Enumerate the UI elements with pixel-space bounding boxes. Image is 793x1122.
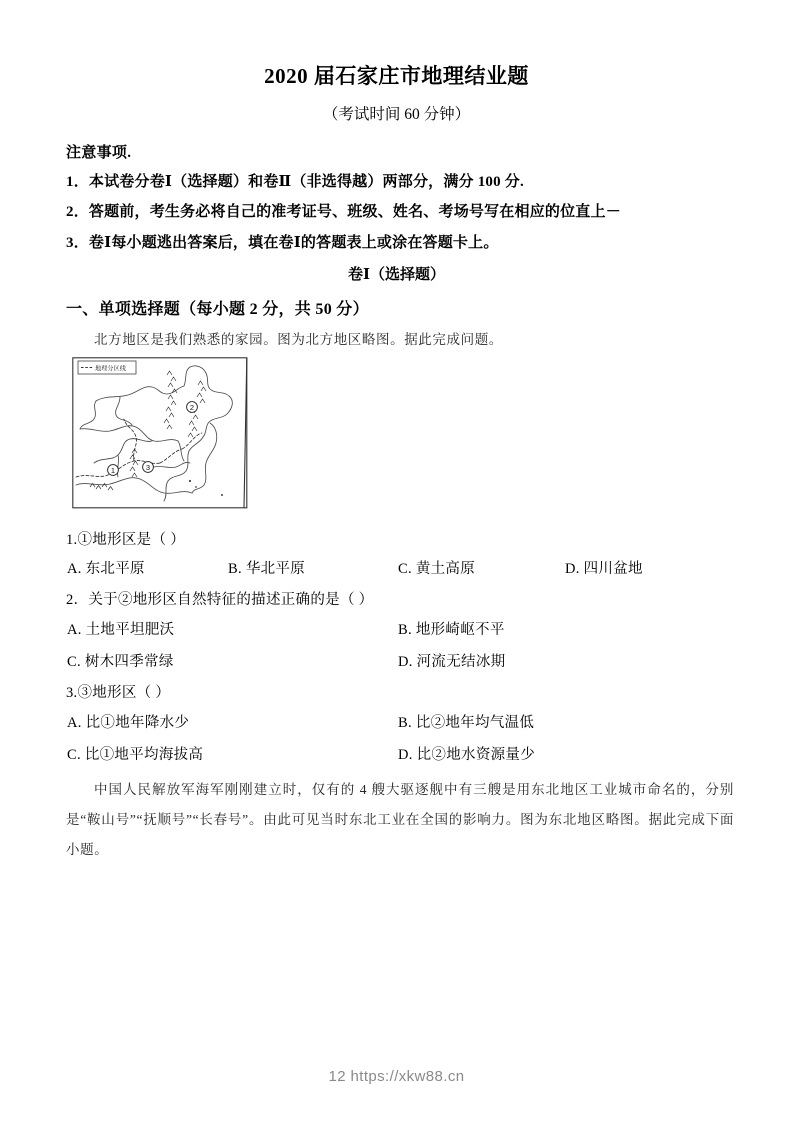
question-1-stem: 1.①地形区是（ ） <box>66 532 185 548</box>
footer-watermark: 12 https://xkw88.cn <box>328 1068 465 1085</box>
question-2-option-a[interactable]: A. 土地平坦肥沃 <box>67 622 175 638</box>
page-title: 2020 届石家庄市地理结业题 <box>264 64 529 88</box>
question-2-option-c[interactable]: C. 树木四季常绿 <box>67 654 174 670</box>
notice-item-3: 3．卷Ⅰ每小题逃出答案后，填在卷Ⅰ的答题表上或涂在答题卡上。 <box>66 235 499 251</box>
question-3-option-c[interactable]: C. 比①地平均海拔高 <box>67 747 204 763</box>
question-3-option-a[interactable]: A. 比①地年降水少 <box>67 715 190 731</box>
notice-item-1: 1．本试卷分卷Ⅰ（选择题）和卷Ⅱ（非选得越）两部分，满分 100 分. <box>66 174 524 190</box>
question-2-option-d[interactable]: D. 河流无结冰期 <box>398 654 506 670</box>
svg-text:3: 3 <box>145 463 151 472</box>
notice-item-2: 2．答题前，考生务必将自己的准考证号、班级、姓名、考场号写在相应的位直上－ <box>66 204 621 220</box>
exam-duration-subtitle: （考试时间 60 分钟） <box>322 106 471 123</box>
notice-heading: 注意事项. <box>66 145 132 161</box>
map-marker-1 <box>108 465 119 476</box>
question-3-option-b[interactable]: B. 比②地年均气温低 <box>398 715 535 731</box>
part-heading: 卷Ⅰ（选择题） <box>347 267 446 283</box>
map-legend-label: 地理分区线 <box>95 365 126 373</box>
question-1-option-b[interactable]: B. 华北平原 <box>228 561 306 577</box>
svg-text:2: 2 <box>189 403 195 412</box>
question-3-stem: 3.③地形区（ ） <box>66 685 171 701</box>
figure-northern-china-map <box>72 357 248 509</box>
svg-text:1: 1 <box>110 466 116 475</box>
map-marker-2 <box>187 402 198 413</box>
section-heading: 一、单项选择题（每小题 2 分，共 50 分） <box>66 301 369 318</box>
question-1-option-a[interactable]: A. 东北平原 <box>67 561 145 577</box>
map-marker-3 <box>143 462 154 473</box>
passage-second: 中国人民解放军海军刚刚建立时，仅有的 4 艘大驱逐舰中有三艘是用东北地区工业城市命名的，分别是“鞍山号”“抚顺号”“长春号”。由此可见当时东北工业在全国的影响力。图为东北地区略图。据此完成下面小题。 <box>66 782 734 857</box>
question-1-option-d[interactable]: D. 四川盆地 <box>565 561 643 577</box>
passage-first: 北方地区是我们熟悉的家园。图为北方地区略图。据此完成问题。 <box>94 332 503 347</box>
question-2-stem: 2．关于②地形区自然特征的描述正确的是（ ） <box>66 592 374 608</box>
question-1-option-c[interactable]: C. 黄土高原 <box>398 561 476 577</box>
question-3-option-d[interactable]: D. 比②地水资源量少 <box>398 747 536 763</box>
question-2-option-b[interactable]: B. 地形崎岖不平 <box>398 622 505 638</box>
